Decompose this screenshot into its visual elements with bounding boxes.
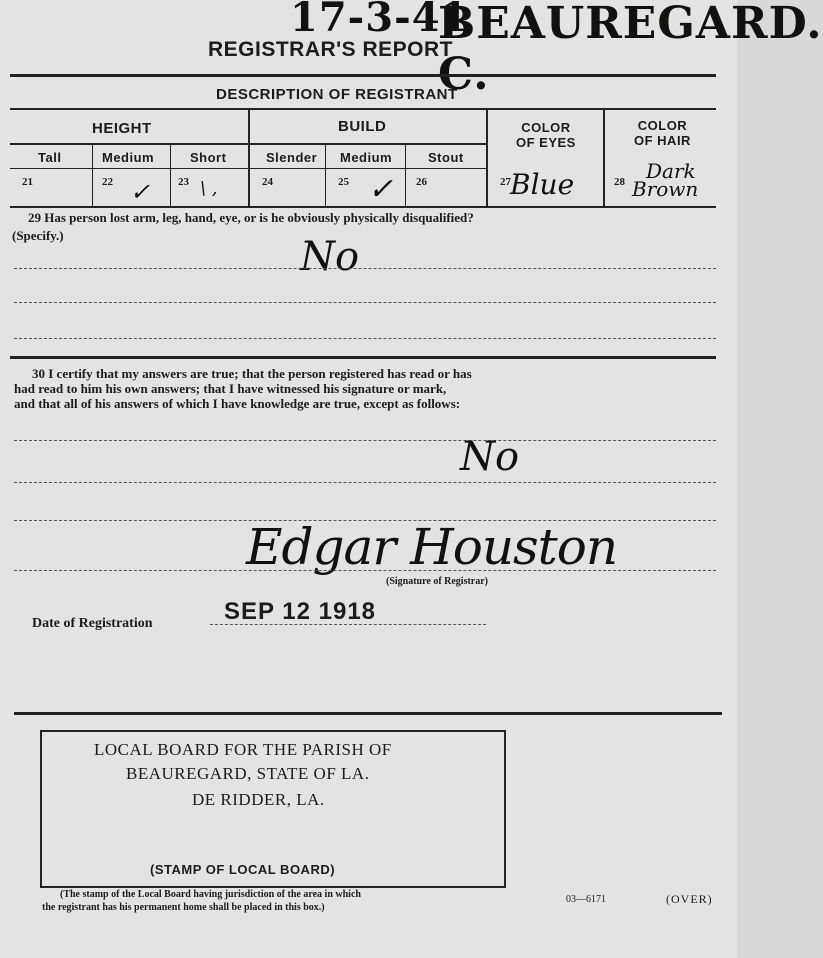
grid-divider [603, 110, 605, 206]
footer-note-line2: the registrant has his permanent home shall be placed in this box.) [42, 902, 325, 913]
serial-number: 17-3-41 [290, 0, 470, 41]
hair-color-line1: Dark [646, 159, 696, 183]
build-label: BUILD [338, 118, 387, 135]
num-28: 28 [614, 176, 625, 188]
report-title: REGISTRAR'S REPORT [208, 38, 454, 61]
stamp-line2: BEAUREGARD, STATE OF LA. [126, 764, 370, 783]
num-27: 27 [500, 176, 511, 188]
stamp-line3: DE RIDDER, LA. [192, 790, 325, 809]
description-title: DESCRIPTION OF REGISTRANT [216, 86, 458, 103]
hair-label [634, 118, 691, 148]
q30-line2: had read to him his own answers; that I have witnessed his signature or mark, [14, 381, 447, 396]
q29-specify: (Specify.) [12, 228, 64, 243]
height-medium-check: ✓ [130, 178, 151, 206]
col-tall: Tall [38, 150, 62, 165]
q29-label: 29 Has person lost arm, leg, hand, eye, or is he obviously physically disqualified? [28, 210, 474, 225]
registrar-signature: Edgar Houston [246, 518, 618, 576]
eyes-label [516, 120, 576, 150]
q29-line [14, 338, 716, 339]
num-25: 25 [338, 176, 349, 188]
signature-caption: (Signature of Registrar) [386, 576, 489, 587]
num-26: 26 [416, 176, 427, 188]
registration-date: SEP 12 1918 [224, 598, 377, 625]
col-short: Short [190, 150, 227, 165]
hair-label-line1: COLOR [637, 118, 688, 133]
date-line [210, 624, 486, 625]
q29-answer: No [300, 234, 360, 280]
over-label: (OVER) [666, 892, 713, 906]
q30-line [14, 440, 716, 441]
col-stout: Stout [428, 150, 464, 165]
registrant-surname: BEAUREGARD. C. [438, 0, 823, 100]
hair-color-line2: Brown [632, 177, 699, 201]
stamp-box [40, 730, 506, 888]
footer-note-line1: (The stamp of the Local Board having jurisdiction of the area in which [60, 889, 361, 900]
num-24: 24 [262, 176, 273, 188]
grid-row-rule [10, 143, 486, 145]
eye-color-value: Blue [510, 168, 575, 201]
stamp-caption: (STAMP OF LOCAL BOARD) [150, 862, 336, 877]
col-slender: Slender [266, 150, 318, 165]
hair-color-value [632, 159, 699, 201]
num-23: 23 [178, 176, 189, 188]
col-divider [92, 144, 93, 206]
col-divider [170, 144, 171, 206]
stamp-rule [14, 712, 722, 715]
signature-line [14, 570, 716, 571]
hair-label-line2: OF HAIR [634, 133, 691, 148]
num-22: 22 [102, 176, 113, 188]
q30-line3: and that all of his answers of which I have knowledge are true, except as follows: [14, 396, 461, 411]
col-divider [325, 144, 326, 206]
top-rule [10, 74, 716, 77]
q30-text [14, 366, 472, 411]
q30-line1: 30 I certify that my answers are true; that the person registered has read or has [32, 366, 472, 381]
build-medium-check: ✓ [368, 172, 394, 207]
form-number: 03—6171 [566, 894, 606, 905]
q29-line [14, 268, 716, 269]
q30-line [14, 482, 716, 483]
num-21: 21 [22, 176, 33, 188]
description-rule [10, 108, 716, 110]
grid-divider [486, 110, 488, 206]
q30-answer: No [460, 434, 520, 480]
eyes-label-line1: COLOR [521, 120, 571, 135]
stamp-line1: LOCAL BOARD FOR THE PARISH OF [94, 740, 392, 759]
short-mark: \ , [200, 178, 218, 199]
registration-date-label: Date of Registration [32, 616, 153, 631]
grid-bottom-rule [10, 206, 716, 208]
grid-divider [248, 110, 250, 206]
col-height-medium: Medium [102, 150, 155, 165]
eyes-label-line2: OF EYES [516, 135, 576, 150]
footer-note [42, 888, 361, 914]
height-label: HEIGHT [92, 120, 152, 137]
q30-rule [10, 356, 716, 359]
col-build-medium: Medium [340, 150, 393, 165]
q29-line [14, 302, 716, 303]
grid-row-rule [10, 168, 486, 169]
col-divider [405, 144, 406, 206]
